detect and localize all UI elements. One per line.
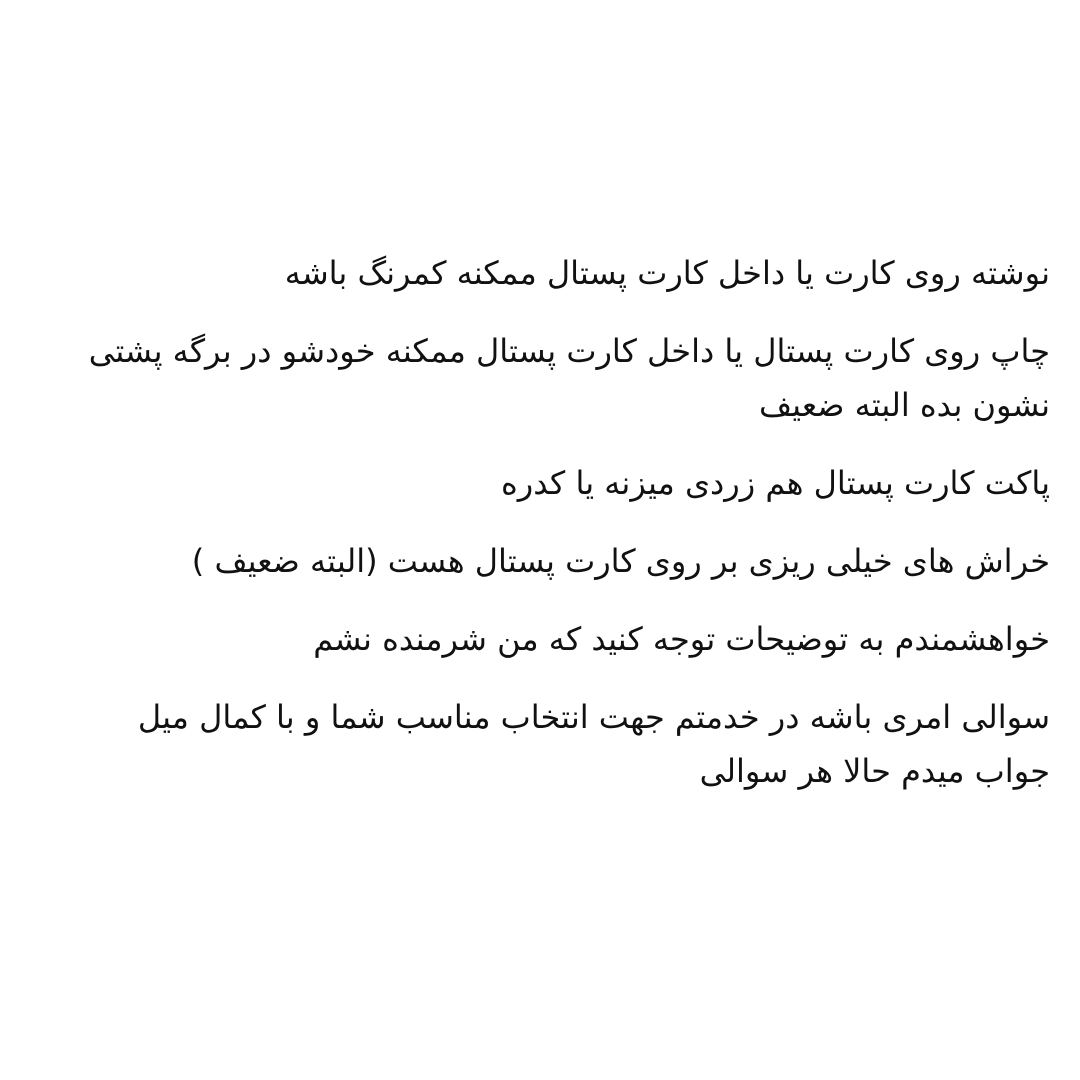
document-text — [70, 246, 1050, 822]
paragraph-read-description: خواهشمندم به توضیحات توجه کنید که من شرمنده نشم — [313, 620, 1050, 658]
clipped-previous-line — [48, 150, 1048, 210]
paragraph-envelope-yellowing: پاکت کارت پستال هم زردی میزنه یا کدره — [501, 464, 1050, 502]
paragraph-faded-writing: نوشته روی کارت یا داخل کارت پستال ممکنه کمرنگ باشه — [284, 254, 1050, 292]
paragraph-questions-welcome: سوالی امری باشه در خدمتم جهت انتخاب مناسب شما و با کمال میل جواب میدم حالا هر سوالی — [137, 698, 1050, 790]
paragraph-print-bleed: چاپ روی کارت پستال یا داخل کارت پستال ممکنه خودشو در برگه پشتی نشون بده البته ضعیف — [88, 332, 1050, 424]
paragraph-fine-scratches: خراش های خیلی ریزی بر روی کارت پستال هست (البته ضعیف ) — [191, 542, 1050, 580]
